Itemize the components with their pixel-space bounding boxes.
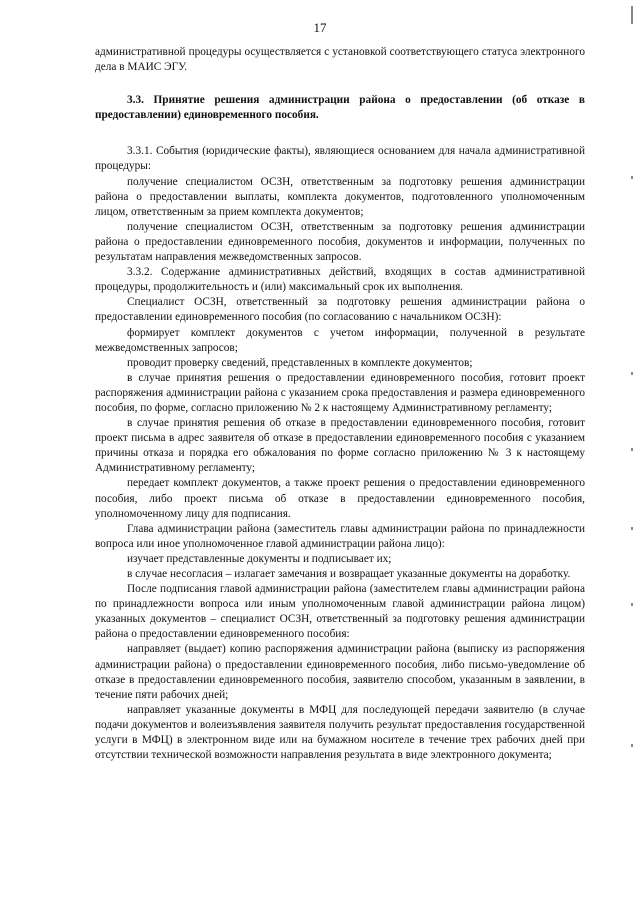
paragraph: После подписания главой администрации района (заместителем главы администрации района по принадлежности вопроса или иным уполномоченным главой администрации района лицом) указанных документов – специалист ОСЗН, ответственный за подготовку решения администрации района о предоставлении единовременного пособия: bbox=[95, 583, 585, 641]
scan-edge-marks bbox=[631, 0, 634, 905]
paragraph: в случае принятия решения о предоставлении единовременного пособия, готовит проект распоряжения администрации района с указанием срока предоставления и размера единовременного пособия, по форме, согласно приложению № 2 к настоящему Административному регламенту; bbox=[95, 371, 585, 414]
paragraph: проводит проверку сведений, представленных в комплекте документов; bbox=[127, 356, 473, 369]
paragraph: формирует комплект документов с учетом информации, полученной в результате межведомственных запросов; bbox=[95, 326, 585, 354]
paragraph: административной процедуры осуществляется с установкой соответствующего статуса электронного дела в МАИС ЭГУ. bbox=[95, 46, 585, 74]
paragraph: получение специалистом ОСЗН, ответственным за подготовку решения администрации района о предоставлении единовременного пособия, документов и информации, полученных по результатам направления межведомственных запросов. bbox=[95, 220, 585, 264]
paragraph: в случае несогласия – излагает замечания и возвращает указанные документы на доработку. bbox=[127, 568, 571, 580]
paragraph: в случае принятия решения об отказе в предоставлении единовременного пособия, готовит проект письма в адрес заявителя об отказе в предоставлении единовременного пособия с указанием причины отказа и порядка его обжалования по форме согласно приложению № 3 к настоящему Административному регламенту; bbox=[95, 417, 585, 475]
section-heading: 3.3. Принятие решения администрации района о предоставлении (об отказе в предоставлении) единовременного пособия. bbox=[95, 94, 585, 122]
paragraph: Специалист ОСЗН, ответственный за подготовку решения администрации района о предоставлении единовременного пособия (по согласованию с начальником ОСЗН): bbox=[95, 296, 585, 324]
paragraph: передает комплект документов, а также проект решения о предоставлении единовременного пособия, либо проект письма об отказе в предоставлении единовременного пособия, уполномоченному лицу для подписания. bbox=[95, 477, 585, 520]
page-number: 17 bbox=[313, 20, 327, 35]
paragraph: направляет указанные документы в МФЦ для последующей передачи заявителю (в случае подачи документов и волеизъявления заявителя получить результат предоставления государственной услуги в МФЦ) в электронном виде или на бумажном носителе в течение трех рабочих дней при отсутствии технической возможности направления результата в виде электронного документа; bbox=[95, 703, 585, 762]
document-body bbox=[95, 45, 585, 763]
paragraph: направляет (выдает) копию распоряжения администрации района (выписку из распоряжения администрации района) о предоставлении единовременного пособия, либо письмо-уведомление об отказе в предоставлении единовременного пособия, заявителю способом, указанным в заявлении, в течение пяти рабочих дней; bbox=[95, 643, 585, 701]
paragraph: Глава администрации района (заместитель главы администрации района по принадлежности вопроса или иное уполномоченное главой администрации района лицо): bbox=[95, 522, 585, 550]
paragraph: изучает представленные документы и подписывает их; bbox=[127, 552, 392, 565]
paragraph: получение специалистом ОСЗН, ответственным за подготовку решения администрации района о предоставлении выплаты, комплекта документов, подготовленного уполномоченным лицом, ответственным за прием комплекта документов; bbox=[95, 175, 585, 218]
paragraph: 3.3.1. События (юридические факты), являющиеся основанием для начала административной процедуры: bbox=[95, 145, 585, 173]
paragraph: 3.3.2. Содержание административных действий, входящих в состав административной процедуры, продолжительность и (или) максимальный срок их выполнения. bbox=[95, 266, 585, 294]
